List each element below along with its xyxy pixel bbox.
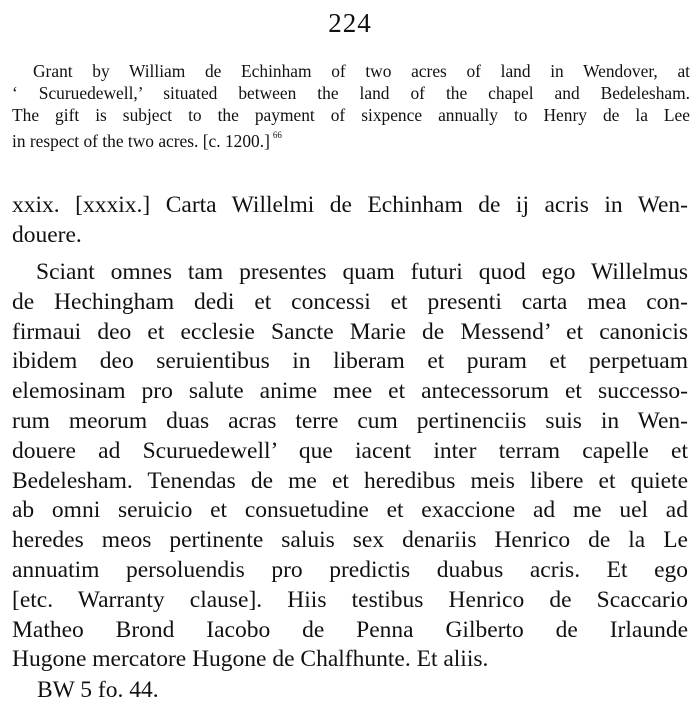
charter-line: Bedelesham. Tenendas de me et heredibus meis libere et quiete <box>12 467 688 494</box>
charter-line: de Hechingham dedi et concessi et presenti carta mea con- <box>12 288 688 315</box>
summary-line: Grant by William de Echinham of two acres of land in Wendover, at <box>33 61 690 81</box>
summary-line: ‘ Scuruedewell,’ situated between the land of the chapel and Bedelesham. <box>12 83 690 103</box>
charter-line: Matheo Brond Iacobo de Penna Gilberto de Irlaunde <box>12 616 688 643</box>
source-reference: BW 5 fo. 44. <box>37 677 159 703</box>
summary-line: The gift is subject to the payment of sixpence annually to Henry de la Lee <box>12 105 690 125</box>
charter-line: firmaui deo et ecclesie Sancte Marie de Messend’ et canonicis <box>12 318 688 345</box>
charter-line: rum meorum duas acras terre cum pertinenciis suis in Wen- <box>12 407 688 434</box>
charter-line: heredes meos pertinente saluis sex denariis Henrico de la Le <box>12 527 688 554</box>
charter-line: ab omni seruicio et consuetudine et exaccione ad me uel ad <box>12 497 688 524</box>
heading-line: xxix. [xxxix.] Carta Willelmi de Echinham de ij acris in Wen- <box>12 192 688 218</box>
charter-line: annuatim persoluendis pro predictis duabus acris. Et ego <box>12 556 688 583</box>
charter-heading <box>12 190 688 250</box>
heading-line: douere. <box>12 222 82 248</box>
charter-line: ibidem deo seruientibus in liberam et puram et perpetuam <box>12 348 688 375</box>
footnote-reference: 66 <box>272 130 282 140</box>
charter-line: [etc. Warranty clause]. Hiis testibus Henrico de Scaccario <box>12 586 688 613</box>
charter-line: Sciant omnes tam presentes quam futuri quod ego Willelmus <box>36 259 688 285</box>
summary-line-text: in respect of the two acres. [c. 1200.] <box>12 130 270 151</box>
charter-text <box>12 258 688 675</box>
summary-line-last <box>12 126 690 152</box>
charter-line: elemosinam pro salute anime mee et antecessorum et successo- <box>12 378 688 405</box>
charter-summary <box>12 60 690 152</box>
charter-line: douere ad Scuruedewell’ que iacent inter terram capelle et <box>12 437 688 464</box>
page-number: 224 <box>328 8 372 38</box>
charter-line: Hugone mercatore Hugone de Chalfhunte. Et aliis. <box>12 646 489 673</box>
